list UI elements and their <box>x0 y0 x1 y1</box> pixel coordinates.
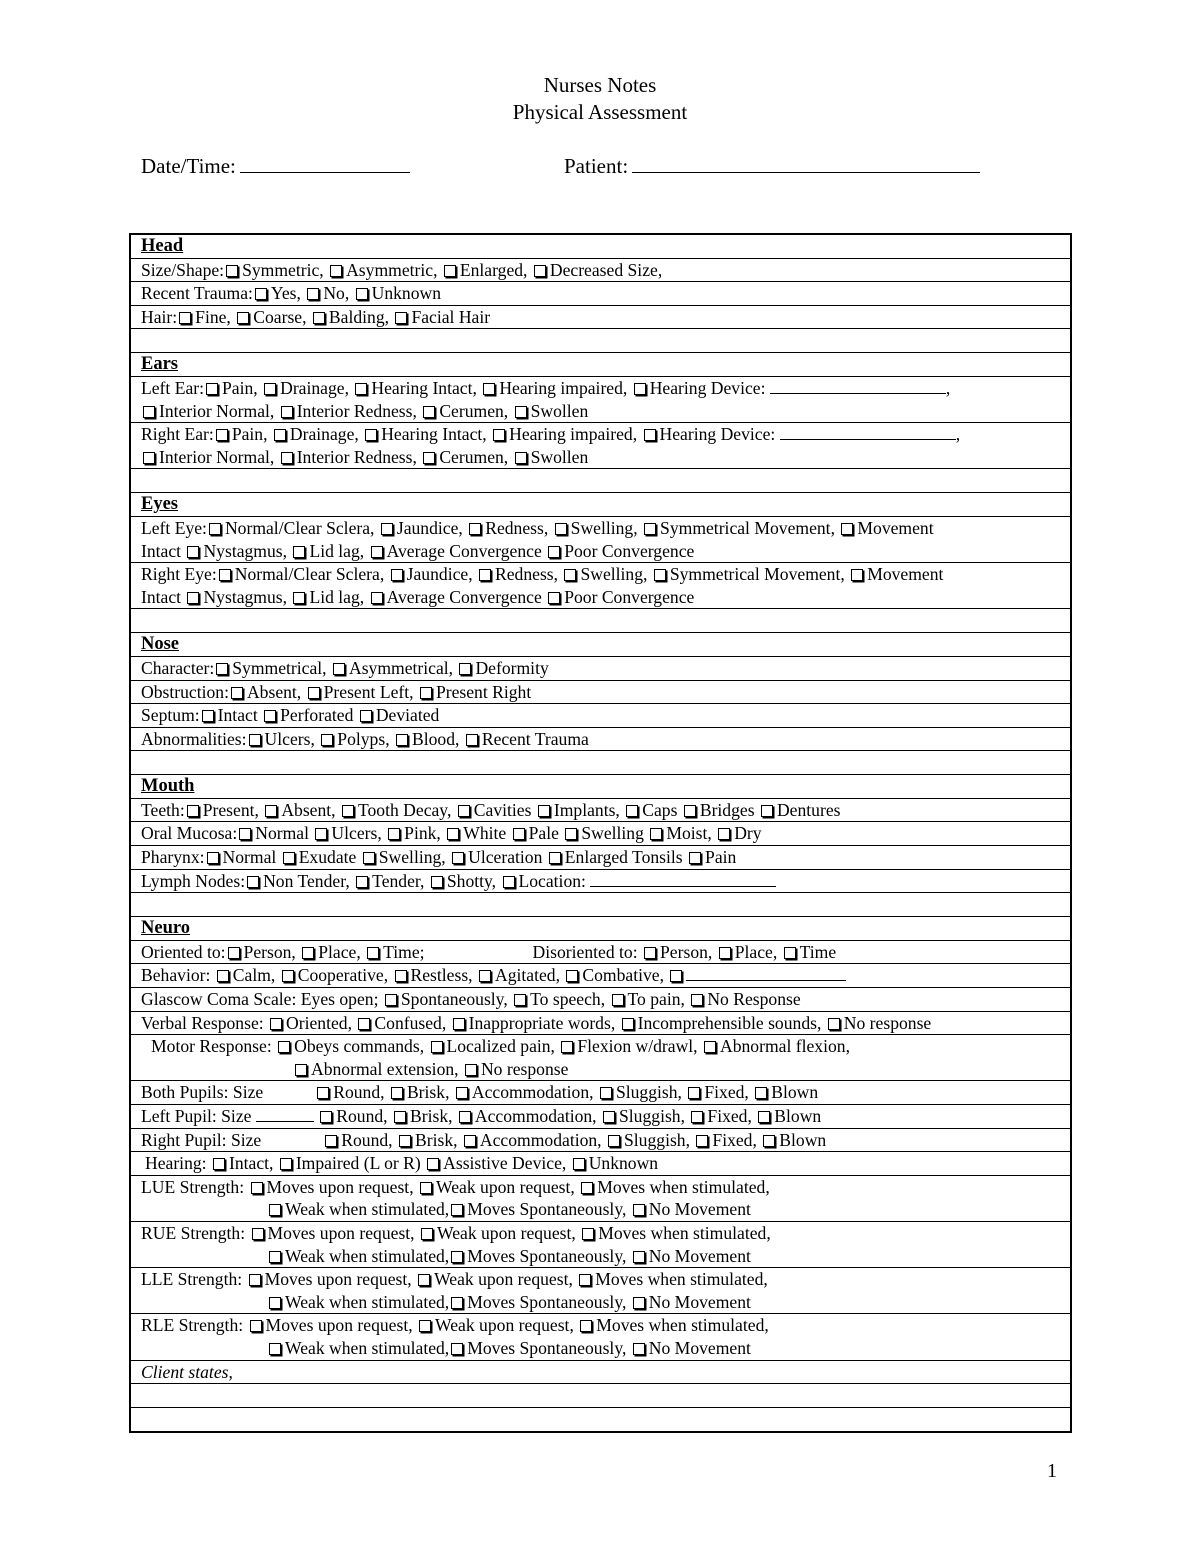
pupil-size-blank[interactable] <box>256 1106 314 1122</box>
head-hair-row: Hair: Fine, Coarse, Balding, Facial Hair <box>131 305 1070 329</box>
checkbox[interactable] <box>179 312 191 324</box>
checkbox[interactable] <box>453 1018 465 1030</box>
checkbox[interactable] <box>281 452 293 464</box>
document-subtitle: Physical Assessment <box>512 100 688 124</box>
checkbox[interactable] <box>452 852 464 864</box>
section-eyes-heading: Eyes <box>131 492 1070 516</box>
blank-row[interactable] <box>131 750 1070 774</box>
checkbox[interactable] <box>333 663 345 675</box>
neuro-behavior-row: Behavior: Calm, Cooperative, Restless, Agitated, Combative, <box>131 963 1070 987</box>
checkbox[interactable] <box>360 710 372 722</box>
date-time-field[interactable] <box>141 153 410 179</box>
checkbox[interactable] <box>308 687 320 699</box>
checkbox[interactable] <box>187 592 199 604</box>
checkbox[interactable] <box>395 970 407 982</box>
mouth-oral-mucosa-row: Oral Mucosa: Normal Ulcers, Pink, White Pale Swelling Moist, Dry <box>131 821 1070 845</box>
checkbox[interactable] <box>388 828 400 840</box>
checkbox[interactable] <box>719 947 731 959</box>
section-ears-heading: Ears <box>131 352 1070 376</box>
checkbox[interactable] <box>423 406 435 418</box>
checkbox[interactable] <box>356 876 368 888</box>
neuro-rue-row: RUE Strength: Moves upon request, Weak upon request, Moves when stimulated, Weak when stimulated, Moves Spontaneously, No Movement <box>131 1221 1070 1267</box>
checkbox[interactable] <box>514 994 526 1006</box>
checkbox[interactable] <box>202 710 214 722</box>
checkbox[interactable] <box>187 546 199 558</box>
patient-field[interactable] <box>564 153 980 179</box>
eyes-right-row: Right Eye: Normal/Clear Sclera, Jaundice, Redness, Swelling, Symmetrical Movement, Movement Intact Nystagmus, Lid lag, Average Convergence Poor Convergence <box>131 562 1070 608</box>
checkbox[interactable] <box>573 1158 585 1170</box>
checkbox[interactable] <box>342 805 354 817</box>
checkbox[interactable] <box>431 1041 443 1053</box>
client-states-row[interactable]: Client states, <box>131 1360 1070 1384</box>
checkbox[interactable] <box>283 852 295 864</box>
blank-row[interactable] <box>131 608 1070 632</box>
checkbox[interactable] <box>465 1064 477 1076</box>
checkbox[interactable] <box>644 947 656 959</box>
checkbox[interactable] <box>696 1135 708 1147</box>
checkbox[interactable] <box>367 947 379 959</box>
checkbox[interactable] <box>394 1111 406 1123</box>
checkbox[interactable] <box>755 1087 767 1099</box>
checkbox[interactable] <box>581 1182 593 1194</box>
checkbox[interactable] <box>688 1087 700 1099</box>
checkbox[interactable] <box>420 1182 432 1194</box>
checkbox[interactable] <box>216 663 228 675</box>
assessment-form <box>129 233 1072 1433</box>
checkbox[interactable] <box>399 1135 411 1147</box>
checkbox[interactable] <box>459 663 471 675</box>
checkbox[interactable] <box>302 947 314 959</box>
date-time-label: Date/Time: <box>141 154 236 178</box>
checkbox[interactable] <box>684 805 696 817</box>
eyes-left-row: Left Eye: Normal/Clear Sclera, Jaundice, Redness, Swelling, Symmetrical Movement, Movement Intact Nystagmus, Lid lag, Average Convergence Poor Convergence <box>131 516 1070 562</box>
checkbox[interactable] <box>249 734 261 746</box>
checkbox[interactable] <box>269 1297 281 1309</box>
checkbox[interactable] <box>479 569 491 581</box>
checkbox[interactable] <box>451 1251 463 1263</box>
checkbox[interactable] <box>704 1041 716 1053</box>
checkbox[interactable] <box>427 1158 439 1170</box>
checkbox[interactable] <box>418 1274 430 1286</box>
checkbox[interactable] <box>293 592 305 604</box>
checkbox[interactable] <box>269 1343 281 1355</box>
neuro-gcs-row: Glascow Coma Scale: Eyes open; Spontaneously, To speech, To pain, No Response <box>131 987 1070 1011</box>
nose-character-row: Character: Symmetrical, Asymmetrical, Deformity <box>131 656 1070 680</box>
mouth-pharynx-row: Pharynx: Normal Exudate Swelling, Ulceration Enlarged Tonsils Pain <box>131 845 1070 869</box>
checkbox[interactable] <box>469 523 481 535</box>
checkbox[interactable] <box>315 828 327 840</box>
checkbox[interactable] <box>264 383 276 395</box>
checkbox[interactable] <box>278 1041 290 1053</box>
checkbox[interactable] <box>622 1018 634 1030</box>
checkbox[interactable] <box>515 406 527 418</box>
checkbox[interactable] <box>317 1087 329 1099</box>
location-blank[interactable] <box>590 871 776 887</box>
checkbox[interactable] <box>187 805 199 817</box>
checkbox[interactable] <box>206 383 218 395</box>
checkbox[interactable] <box>761 805 773 817</box>
checkbox[interactable] <box>534 265 546 277</box>
checkbox[interactable] <box>219 569 231 581</box>
checkbox[interactable] <box>644 429 656 441</box>
checkbox[interactable] <box>423 452 435 464</box>
checkbox[interactable] <box>451 1297 463 1309</box>
checkbox[interactable] <box>633 1204 645 1216</box>
nose-obstruction-row: Obstruction: Absent, Present Left, Present Right <box>131 680 1070 704</box>
neuro-lle-row: LLE Strength: Moves upon request, Weak upon request, Moves when stimulated, Weak when stimulated, Moves Spontaneously, No Movement <box>131 1267 1070 1313</box>
blank-row[interactable] <box>131 1383 1070 1407</box>
checkbox[interactable] <box>391 1087 403 1099</box>
checkbox[interactable] <box>280 1158 292 1170</box>
checkbox[interactable] <box>237 312 249 324</box>
checkbox[interactable] <box>250 1320 262 1332</box>
patient-blank[interactable] <box>632 154 980 173</box>
checkbox[interactable] <box>365 429 377 441</box>
checkbox[interactable] <box>264 710 276 722</box>
checkbox[interactable] <box>252 1228 264 1240</box>
neuro-both-pupils-row: Both Pupils: Size Round, Brisk, Accommodation, Sluggish, Fixed, Blown <box>131 1080 1070 1104</box>
checkbox[interactable] <box>313 312 325 324</box>
checkbox[interactable] <box>251 1182 263 1194</box>
section-nose-heading: Nose <box>131 632 1070 656</box>
checkbox[interactable] <box>143 406 155 418</box>
checkbox[interactable] <box>381 523 393 535</box>
checkbox[interactable] <box>758 1111 770 1123</box>
checkbox[interactable] <box>282 970 294 982</box>
date-time-blank[interactable] <box>240 154 410 173</box>
checkbox[interactable] <box>143 452 155 464</box>
neuro-hearing-row: Hearing: Intact, Impaired (L or R) Assistive Device, Unknown <box>131 1151 1070 1175</box>
checkbox[interactable] <box>451 1204 463 1216</box>
neuro-left-pupil-row: Left Pupil: Size Round, Brisk, Accommodation, Sluggish, Fixed, Blown <box>131 1104 1070 1128</box>
checkbox[interactable] <box>447 828 459 840</box>
section-neuro-heading: Neuro <box>131 916 1070 940</box>
checkbox[interactable] <box>247 876 259 888</box>
checkbox[interactable] <box>269 1251 281 1263</box>
checkbox[interactable] <box>459 1111 471 1123</box>
checkbox[interactable] <box>828 1018 840 1030</box>
checkbox[interactable] <box>564 569 576 581</box>
checkbox[interactable] <box>689 852 701 864</box>
checkbox[interactable] <box>355 383 367 395</box>
checkbox[interactable] <box>255 288 267 300</box>
checkbox[interactable] <box>633 1297 645 1309</box>
checkbox[interactable] <box>321 734 333 746</box>
checkbox[interactable] <box>841 523 853 535</box>
blank-row[interactable] <box>131 468 1070 492</box>
checkbox[interactable] <box>458 805 470 817</box>
checkbox[interactable] <box>549 852 561 864</box>
neuro-verbal-row: Verbal Response: Oriented, Confused, Inappropriate words, Incomprehensible sounds, No response <box>131 1011 1070 1035</box>
checkbox[interactable] <box>650 828 662 840</box>
mouth-lymph-nodes-row: Lymph Nodes: Non Tender, Tender, Shotty, Location: <box>131 869 1070 893</box>
checkbox[interactable] <box>566 970 578 982</box>
neuro-rle-row: RLE Strength: Moves upon request, Weak upon request, Moves when stimulated, Weak when stimulated, Moves Spontaneously, No Movement <box>131 1313 1070 1359</box>
checkbox[interactable] <box>608 1135 620 1147</box>
neuro-motor-row: Motor Response: Obeys commands, Localized pain, Flexion w/drawl, Abnormal flexion, Abnormal extension, No response <box>131 1034 1070 1080</box>
checkbox[interactable] <box>633 1343 645 1355</box>
checkbox[interactable] <box>580 1320 592 1332</box>
checkbox[interactable] <box>851 569 863 581</box>
checkbox[interactable] <box>548 546 560 558</box>
blank-row[interactable] <box>131 892 1070 916</box>
checkbox[interactable] <box>548 592 560 604</box>
checkbox[interactable] <box>391 569 403 581</box>
checkbox[interactable] <box>612 994 624 1006</box>
checkbox[interactable] <box>395 312 407 324</box>
checkbox[interactable] <box>358 1018 370 1030</box>
checkbox[interactable] <box>691 1111 703 1123</box>
checkbox[interactable] <box>371 592 383 604</box>
checkbox[interactable] <box>274 429 286 441</box>
section-mouth-heading: Mouth <box>131 774 1070 798</box>
checkbox[interactable] <box>456 1087 468 1099</box>
checkbox[interactable] <box>503 876 515 888</box>
checkbox[interactable] <box>634 383 646 395</box>
checkbox[interactable] <box>371 546 383 558</box>
checkbox[interactable] <box>209 523 221 535</box>
checkbox[interactable] <box>451 1343 463 1355</box>
checkbox[interactable] <box>565 828 577 840</box>
checkbox[interactable] <box>483 383 495 395</box>
checkbox[interactable] <box>213 1158 225 1170</box>
ears-left-row: Left Ear: Pain, Drainage, Hearing Intact, Hearing impaired, Hearing Device: , Interior Normal, Interior Redness, Cerumen, Swollen <box>131 376 1070 422</box>
checkbox[interactable] <box>633 1251 645 1263</box>
checkbox[interactable] <box>538 805 550 817</box>
checkbox[interactable] <box>239 828 251 840</box>
checkbox[interactable] <box>784 947 796 959</box>
checkbox[interactable] <box>670 970 682 982</box>
checkbox[interactable] <box>269 1204 281 1216</box>
checkbox[interactable] <box>293 546 305 558</box>
mouth-teeth-row: Teeth: Present, Absent, Tooth Decay, Cavities Implants, Caps Bridges Dentures <box>131 798 1070 822</box>
behavior-other-blank[interactable] <box>686 965 846 981</box>
checkbox[interactable] <box>600 1087 612 1099</box>
checkbox[interactable] <box>603 1111 615 1123</box>
ears-right-row: Right Ear: Pain, Drainage, Hearing Intact, Hearing impaired, Hearing Device: , Interior Normal, Interior Redness, Cerumen, Swollen <box>131 422 1070 468</box>
blank-row[interactable] <box>131 328 1070 352</box>
checkbox[interactable] <box>265 805 277 817</box>
checkbox[interactable] <box>231 687 243 699</box>
checkbox[interactable] <box>228 947 240 959</box>
checkbox[interactable] <box>763 1135 775 1147</box>
checkbox[interactable] <box>420 687 432 699</box>
checkbox[interactable] <box>555 523 567 535</box>
checkbox[interactable] <box>464 1135 476 1147</box>
checkbox[interactable] <box>330 265 342 277</box>
checkbox[interactable] <box>644 523 656 535</box>
neuro-lue-row: LUE Strength: Moves upon request, Weak upon request, Moves when stimulated, Weak when stimulated, Moves Spontaneously, No Movement <box>131 1175 1070 1221</box>
document-title: Nurses Notes <box>543 73 657 97</box>
checkbox[interactable] <box>582 1228 594 1240</box>
checkbox[interactable] <box>691 994 703 1006</box>
checkbox[interactable] <box>479 970 491 982</box>
checkbox[interactable] <box>431 876 443 888</box>
head-size-shape-row: Size/Shape: Symmetric, Asymmetric, Enlarged, Decreased Size, <box>131 258 1070 282</box>
hearing-device-blank[interactable] <box>780 424 956 440</box>
checkbox[interactable] <box>396 734 408 746</box>
patient-label: Patient: <box>564 154 629 178</box>
checkbox[interactable] <box>356 288 368 300</box>
checkbox[interactable] <box>249 1274 261 1286</box>
checkbox[interactable] <box>579 1274 591 1286</box>
checkbox[interactable] <box>493 429 505 441</box>
head-recent-trauma-row: Recent Trauma: Yes, No, Unknown <box>131 281 1070 305</box>
checkbox[interactable] <box>466 734 478 746</box>
checkbox[interactable] <box>626 805 638 817</box>
section-head-heading: Head <box>141 236 184 256</box>
checkbox[interactable] <box>325 1135 337 1147</box>
checkbox[interactable] <box>295 1064 307 1076</box>
checkbox[interactable] <box>226 265 238 277</box>
neuro-right-pupil-row: Right Pupil: Size Round, Brisk, Accommodation, Sluggish, Fixed, Blown <box>131 1128 1070 1152</box>
checkbox[interactable] <box>513 828 525 840</box>
checkbox[interactable] <box>307 288 319 300</box>
hearing-device-blank[interactable] <box>770 378 946 394</box>
checkbox[interactable] <box>419 1320 431 1332</box>
checkbox[interactable] <box>561 1041 573 1053</box>
checkbox[interactable] <box>207 852 219 864</box>
checkbox[interactable] <box>654 569 666 581</box>
nose-abnormalities-row: Abnormalities: Ulcers, Polyps, Blood, Recent Trauma <box>131 727 1070 751</box>
blank-row[interactable] <box>131 1407 1070 1431</box>
checkbox[interactable] <box>444 265 456 277</box>
checkbox[interactable] <box>385 994 397 1006</box>
checkbox[interactable] <box>421 1228 433 1240</box>
checkbox[interactable] <box>515 452 527 464</box>
checkbox[interactable] <box>216 429 228 441</box>
checkbox[interactable] <box>281 406 293 418</box>
nose-septum-row: Septum: Intact Perforated Deviated <box>131 703 1070 727</box>
checkbox[interactable] <box>217 970 229 982</box>
checkbox[interactable] <box>270 1018 282 1030</box>
page-number: 1 <box>1047 1460 1057 1482</box>
checkbox[interactable] <box>363 852 375 864</box>
checkbox[interactable] <box>320 1111 332 1123</box>
neuro-oriented-row: Oriented to: Person, Place, Time; Disoriented to: Person, Place, Time <box>131 940 1070 964</box>
checkbox[interactable] <box>718 828 730 840</box>
